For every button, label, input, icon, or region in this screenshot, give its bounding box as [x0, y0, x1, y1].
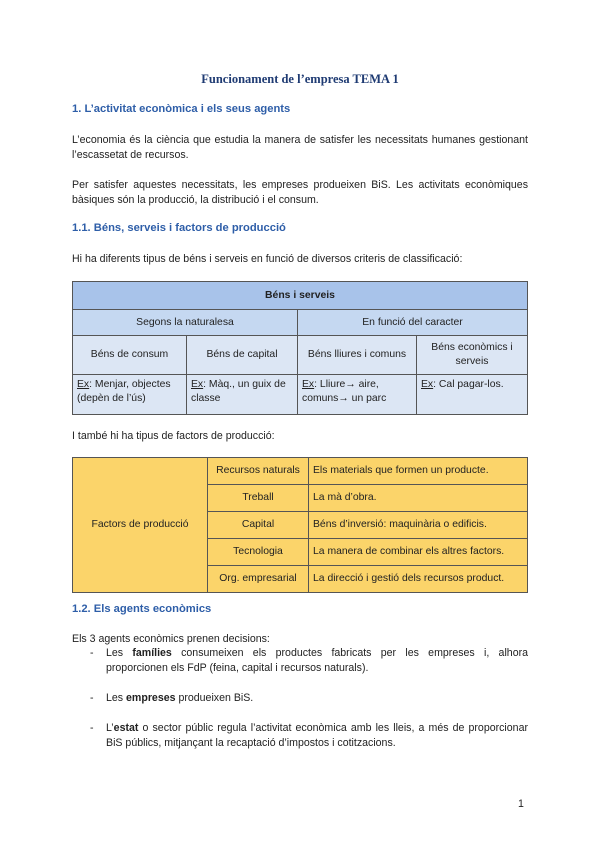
- factor-description: La direcció i gestió dels recursos product.: [309, 566, 528, 593]
- example-text: : Menjar, objectes (depèn de l’ús): [77, 379, 171, 404]
- dash-bullet: -: [90, 647, 94, 659]
- category-consumption-goods: Béns de consum: [73, 336, 187, 375]
- paragraph-agents-intro: Els 3 agents econòmics prenen decisions:: [72, 633, 270, 645]
- dash-bullet: -: [90, 722, 94, 734]
- factor-name: Treball: [208, 485, 309, 512]
- factor-name: Capital: [208, 512, 309, 539]
- dash-bullet: -: [90, 692, 94, 704]
- factor-description: Els materials que formen un producte.: [309, 458, 528, 485]
- example-free-common: [298, 375, 417, 415]
- list-item: [72, 646, 528, 676]
- item-text: consumeixen els productes fabricats per les empreses i, alhora proporcionen els FdP (feina, capital i recursos naturals).: [106, 647, 529, 674]
- item-prefix: L’: [106, 722, 114, 734]
- example-text: : Lliure→ aire, comuns→ un parc: [302, 379, 387, 404]
- example-prefix: Ex: [77, 379, 90, 390]
- item-prefix: Les: [106, 692, 127, 704]
- example-text: : Màq., un guix de classe: [191, 379, 286, 404]
- paragraph-goods-types-intro: Hi ha diferents tipus de béns i serveis en funció de diversos criteris de classificació:: [72, 253, 463, 265]
- example-capital: [187, 375, 298, 415]
- example-prefix: Ex: [191, 379, 204, 390]
- factor-description: La manera de combinar els altres factors.: [309, 539, 528, 566]
- example-text: : Cal pagar-los.: [433, 379, 504, 390]
- factor-description: Béns d’inversió: maquinària o edificis.: [309, 512, 528, 539]
- factors-label: Factors de producció: [73, 458, 208, 593]
- production-factors-table: [72, 457, 528, 593]
- category-capital-goods: Béns de capital: [187, 336, 298, 375]
- example-prefix: Ex: [421, 379, 434, 390]
- paragraph-economy-definition: L’economia és la ciència que estudia la manera de satisfer les necessitats humanes gestionant l’escassetat de recursos.: [72, 134, 528, 161]
- category-free-common-goods: Béns lliures i comuns: [298, 336, 417, 375]
- paragraph-economic-activities: Per satisfer aquestes necessitats, les empreses produeixen BiS. Les activitats econòmiques bàsiques són la producció, la distribució i el consum.: [72, 179, 528, 206]
- page-title: Funcionament de l’empresa TEMA 1: [201, 72, 399, 86]
- section-1-1-heading: 1.1. Béns, serveis i factors de producció: [72, 222, 286, 234]
- paragraph-factors-intro: I també hi ha tipus de factors de producció:: [72, 430, 275, 442]
- group-by-nature: Segons la naturalesa: [73, 310, 298, 336]
- agent-term: famílies: [132, 647, 172, 659]
- example-consumption: [73, 375, 187, 415]
- category-economic-goods: Béns econòmics i serveis: [417, 336, 528, 375]
- section-1-heading: 1. L’activitat econòmica i els seus agents: [72, 103, 291, 115]
- factor-description: La mà d’obra.: [309, 485, 528, 512]
- section-1-2-heading: 1.2. Els agents econòmics: [72, 603, 212, 615]
- list-item: [72, 691, 528, 706]
- factor-name: Org. empresarial: [208, 566, 309, 593]
- example-prefix: Ex: [302, 379, 315, 390]
- example-economic: [417, 375, 528, 415]
- agent-term: estat: [113, 722, 139, 734]
- item-text: produeixen BiS.: [175, 692, 254, 704]
- agent-term: empreses: [126, 692, 176, 704]
- factor-name: Recursos naturals: [208, 458, 309, 485]
- goods-services-table: [72, 281, 528, 415]
- item-text: o sector públic regula l’activitat econòmica amb les lleis, a més de proporcionar BiS públics, mitjançant la recaptació d’impostos i cotitzacions.: [106, 722, 528, 749]
- group-by-character: En funció del caracter: [298, 310, 528, 336]
- item-prefix: Les: [106, 647, 133, 659]
- factor-name: Tecnologia: [208, 539, 309, 566]
- table-header: Béns i serveis: [73, 282, 528, 310]
- page-number: 1: [518, 798, 524, 810]
- agents-list: [72, 646, 528, 751]
- list-item: [72, 721, 528, 751]
